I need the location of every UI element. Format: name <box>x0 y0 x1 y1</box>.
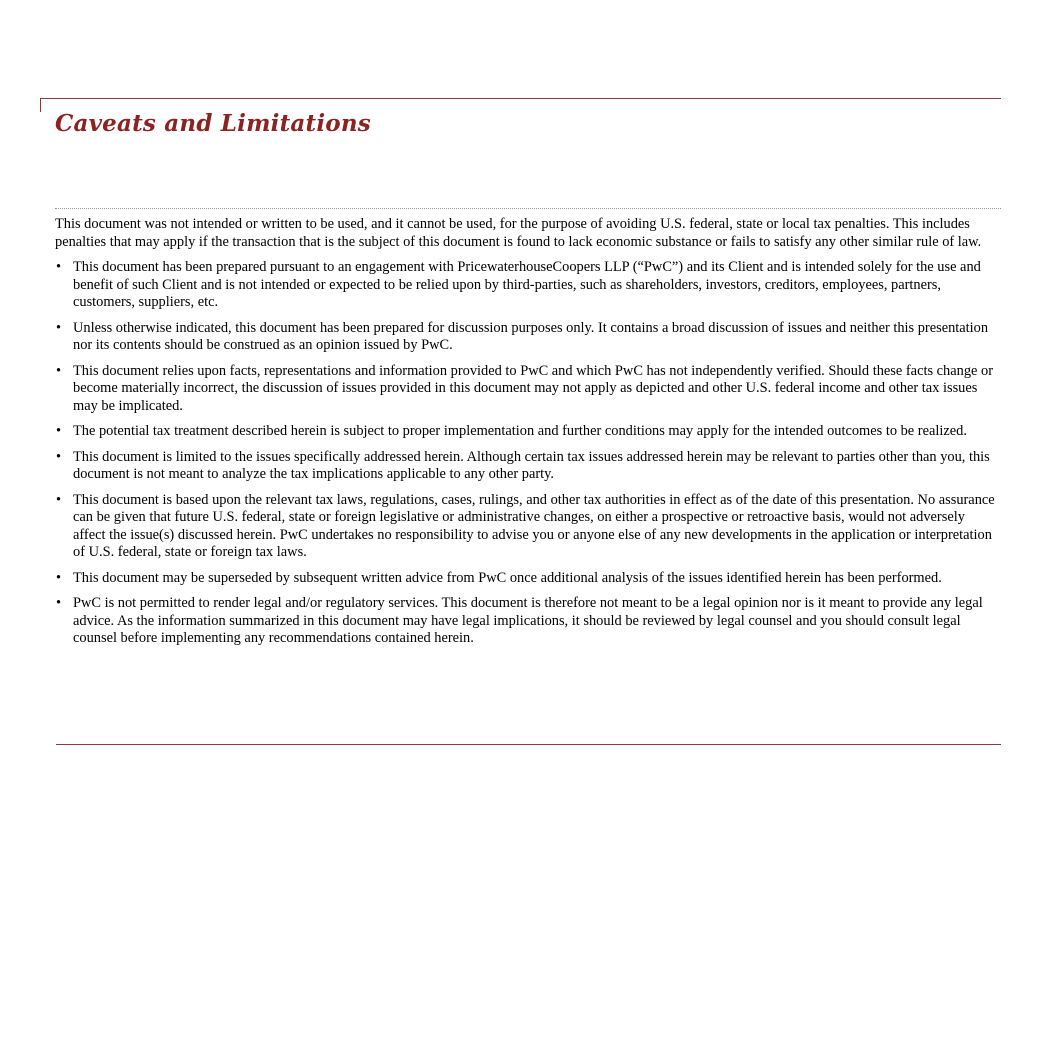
caveat-text: This document is limited to the issues specifically addressed herein. Although certain tax issues addressed herein may be relevant to parties other than you, this document is not meant to analyze the tax implications applicable to any other party. <box>73 448 990 482</box>
caveat-text: PwC is not permitted to render legal and/or regulatory services. This document is therefore not meant to be a legal opinion nor is it meant to provide any legal advice. As the information summarized in this document may have legal implications, it should be reviewed by legal counsel and you should consult legal counsel before implementing any recommendations contained herein. <box>73 595 983 646</box>
caveat-text: This document has been prepared pursuant to an engagement with PricewaterhouseCoopers LLP (“PwC”) and its Client and is intended solely for the use and benefit of such Client and is not intended or expected to be relied upon by third-parties, such as shareholders, investors, creditors, employees, partners, customers, suppliers, etc. <box>73 259 981 310</box>
caveat-item <box>55 595 1000 648</box>
caveat-item <box>55 259 1000 312</box>
bullet-icon: • <box>56 595 62 611</box>
caveat-text: Unless otherwise indicated, this document has been prepared for discussion purposes only. It contains a broad discussion of issues and neither this presentation nor its contents should be construed as an opinion issued by PwC. <box>73 319 989 353</box>
header-rule-tick <box>40 98 41 112</box>
caveat-item <box>55 423 1000 441</box>
bullet-icon: • <box>56 569 62 586</box>
intro-paragraph: This document was not intended or written to be used, and it cannot be used, for the purpose of avoiding U.S. federal, state or local tax penalties. This includes penalties that may apply if the transaction that is the subject of this document is found to lack economic substance or fails to satisfy any other similar rule of law. <box>55 216 982 250</box>
bullet-icon: • <box>56 259 62 275</box>
page-title: Caveats and Limitations <box>55 110 371 137</box>
caveat-text: This document relies upon facts, representations and information provided to PwC and which PwC has not independently verified. Should these facts change or become materially incorrect, the discussion of issues provided in this document may not apply as depicted and other U.S. federal income and other tax issues may be implicated. <box>73 362 993 414</box>
caveat-item <box>55 492 1000 562</box>
caveat-item <box>55 449 1000 484</box>
bullet-icon: • <box>56 448 62 465</box>
bullet-icon: • <box>56 423 62 439</box>
caveat-text: This document is based upon the relevant tax laws, regulations, cases, rulings, and other tax authorities in effect as of the date of this presentation. No assurance can be given that future U.S. federal, state or foreign legislative or administrative changes, on either a prospective or retroactive basis, would not adversely affect the issue(s) discussed herein. PwC undertakes no responsibility to advise you or anyone else of any new developments in the application or interpretation of U.S. federal, state or foreign tax laws. <box>73 491 995 560</box>
caveat-item <box>55 363 1000 416</box>
bullet-icon: • <box>56 362 62 379</box>
document-body <box>55 216 1000 656</box>
header-top-rule <box>40 98 1001 99</box>
bullet-icon: • <box>56 319 62 336</box>
caveats-list <box>55 259 1000 648</box>
footer-rule <box>56 744 1001 745</box>
caveat-text: This document may be superseded by subsequent written advice from PwC once additional analysis of the issues identified herein has been performed. <box>73 569 942 586</box>
bullet-icon: • <box>56 491 62 508</box>
caveat-text: The potential tax treatment described herein is subject to proper implementation and further conditions may apply for the intended outcomes to be realized. <box>73 423 967 439</box>
title-separator <box>55 208 1001 209</box>
caveat-item <box>55 570 1000 588</box>
caveat-item <box>55 320 1000 355</box>
